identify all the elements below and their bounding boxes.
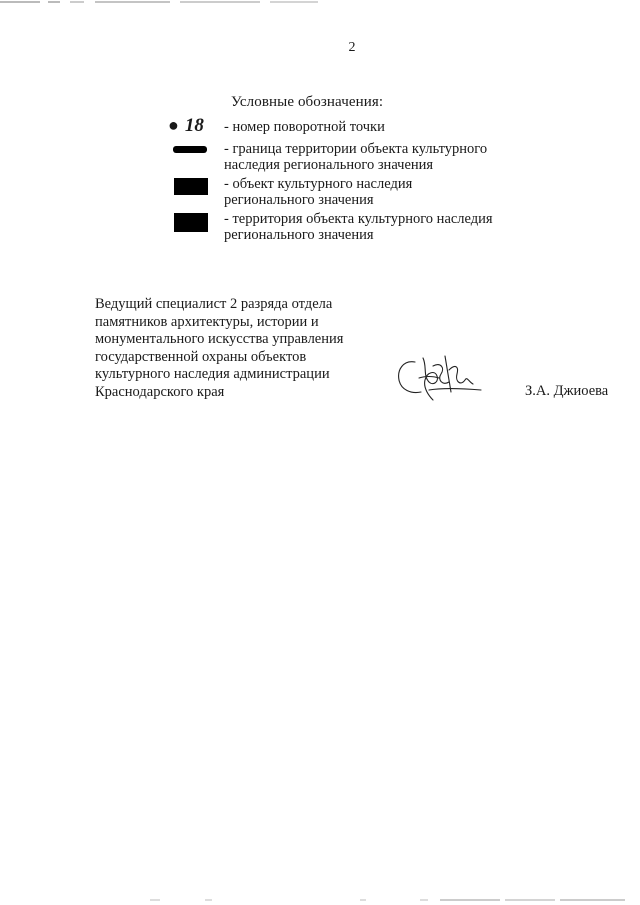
signer-position-line: Ведущий специалист 2 разряда отдела	[95, 296, 333, 312]
signer-position-line: культурного наследия администрации	[95, 366, 330, 382]
boundary-line-icon	[173, 146, 207, 153]
scan-edge-bottom	[0, 895, 640, 903]
signer-position	[95, 296, 343, 401]
signer-position-line: монументального искусства управления	[95, 331, 344, 347]
legend-item-text	[224, 141, 487, 173]
legend-item-line: наследия регионального значения	[224, 157, 434, 173]
legend-item-text	[224, 176, 412, 208]
filled-rectangle-icon	[174, 178, 208, 195]
handwritten-signature	[393, 352, 485, 404]
point-number-marker-label: 18	[184, 115, 204, 136]
legend-item-line: - номер поворотной точки	[224, 119, 385, 135]
signer-position-line: памятников архитектуры, истории и	[95, 313, 319, 330]
legend-title: Условные обозначения:	[231, 94, 384, 110]
signer-position-line: Краснодарского края	[95, 383, 225, 400]
scan-edge-top	[0, 0, 320, 6]
signer-position-line: государственной охраны объектов	[95, 348, 307, 365]
legend-item-line: регионального значения	[224, 227, 374, 243]
legend-item-line: регионального значения	[224, 192, 374, 208]
point-number-marker-icon: ● 18	[168, 115, 204, 136]
legend-item-line: - объект культурного наследия	[224, 176, 413, 192]
legend-item-text	[224, 119, 385, 135]
page-number: 2	[348, 40, 356, 55]
filled-rectangle-icon	[174, 213, 208, 232]
legend-item-text	[224, 211, 493, 243]
legend-item-line: - граница территории объекта культурного	[224, 141, 488, 157]
signer-name: З.А. Джиоева	[525, 383, 609, 399]
legend-item-line: - территория объекта культурного наследия	[224, 211, 493, 227]
